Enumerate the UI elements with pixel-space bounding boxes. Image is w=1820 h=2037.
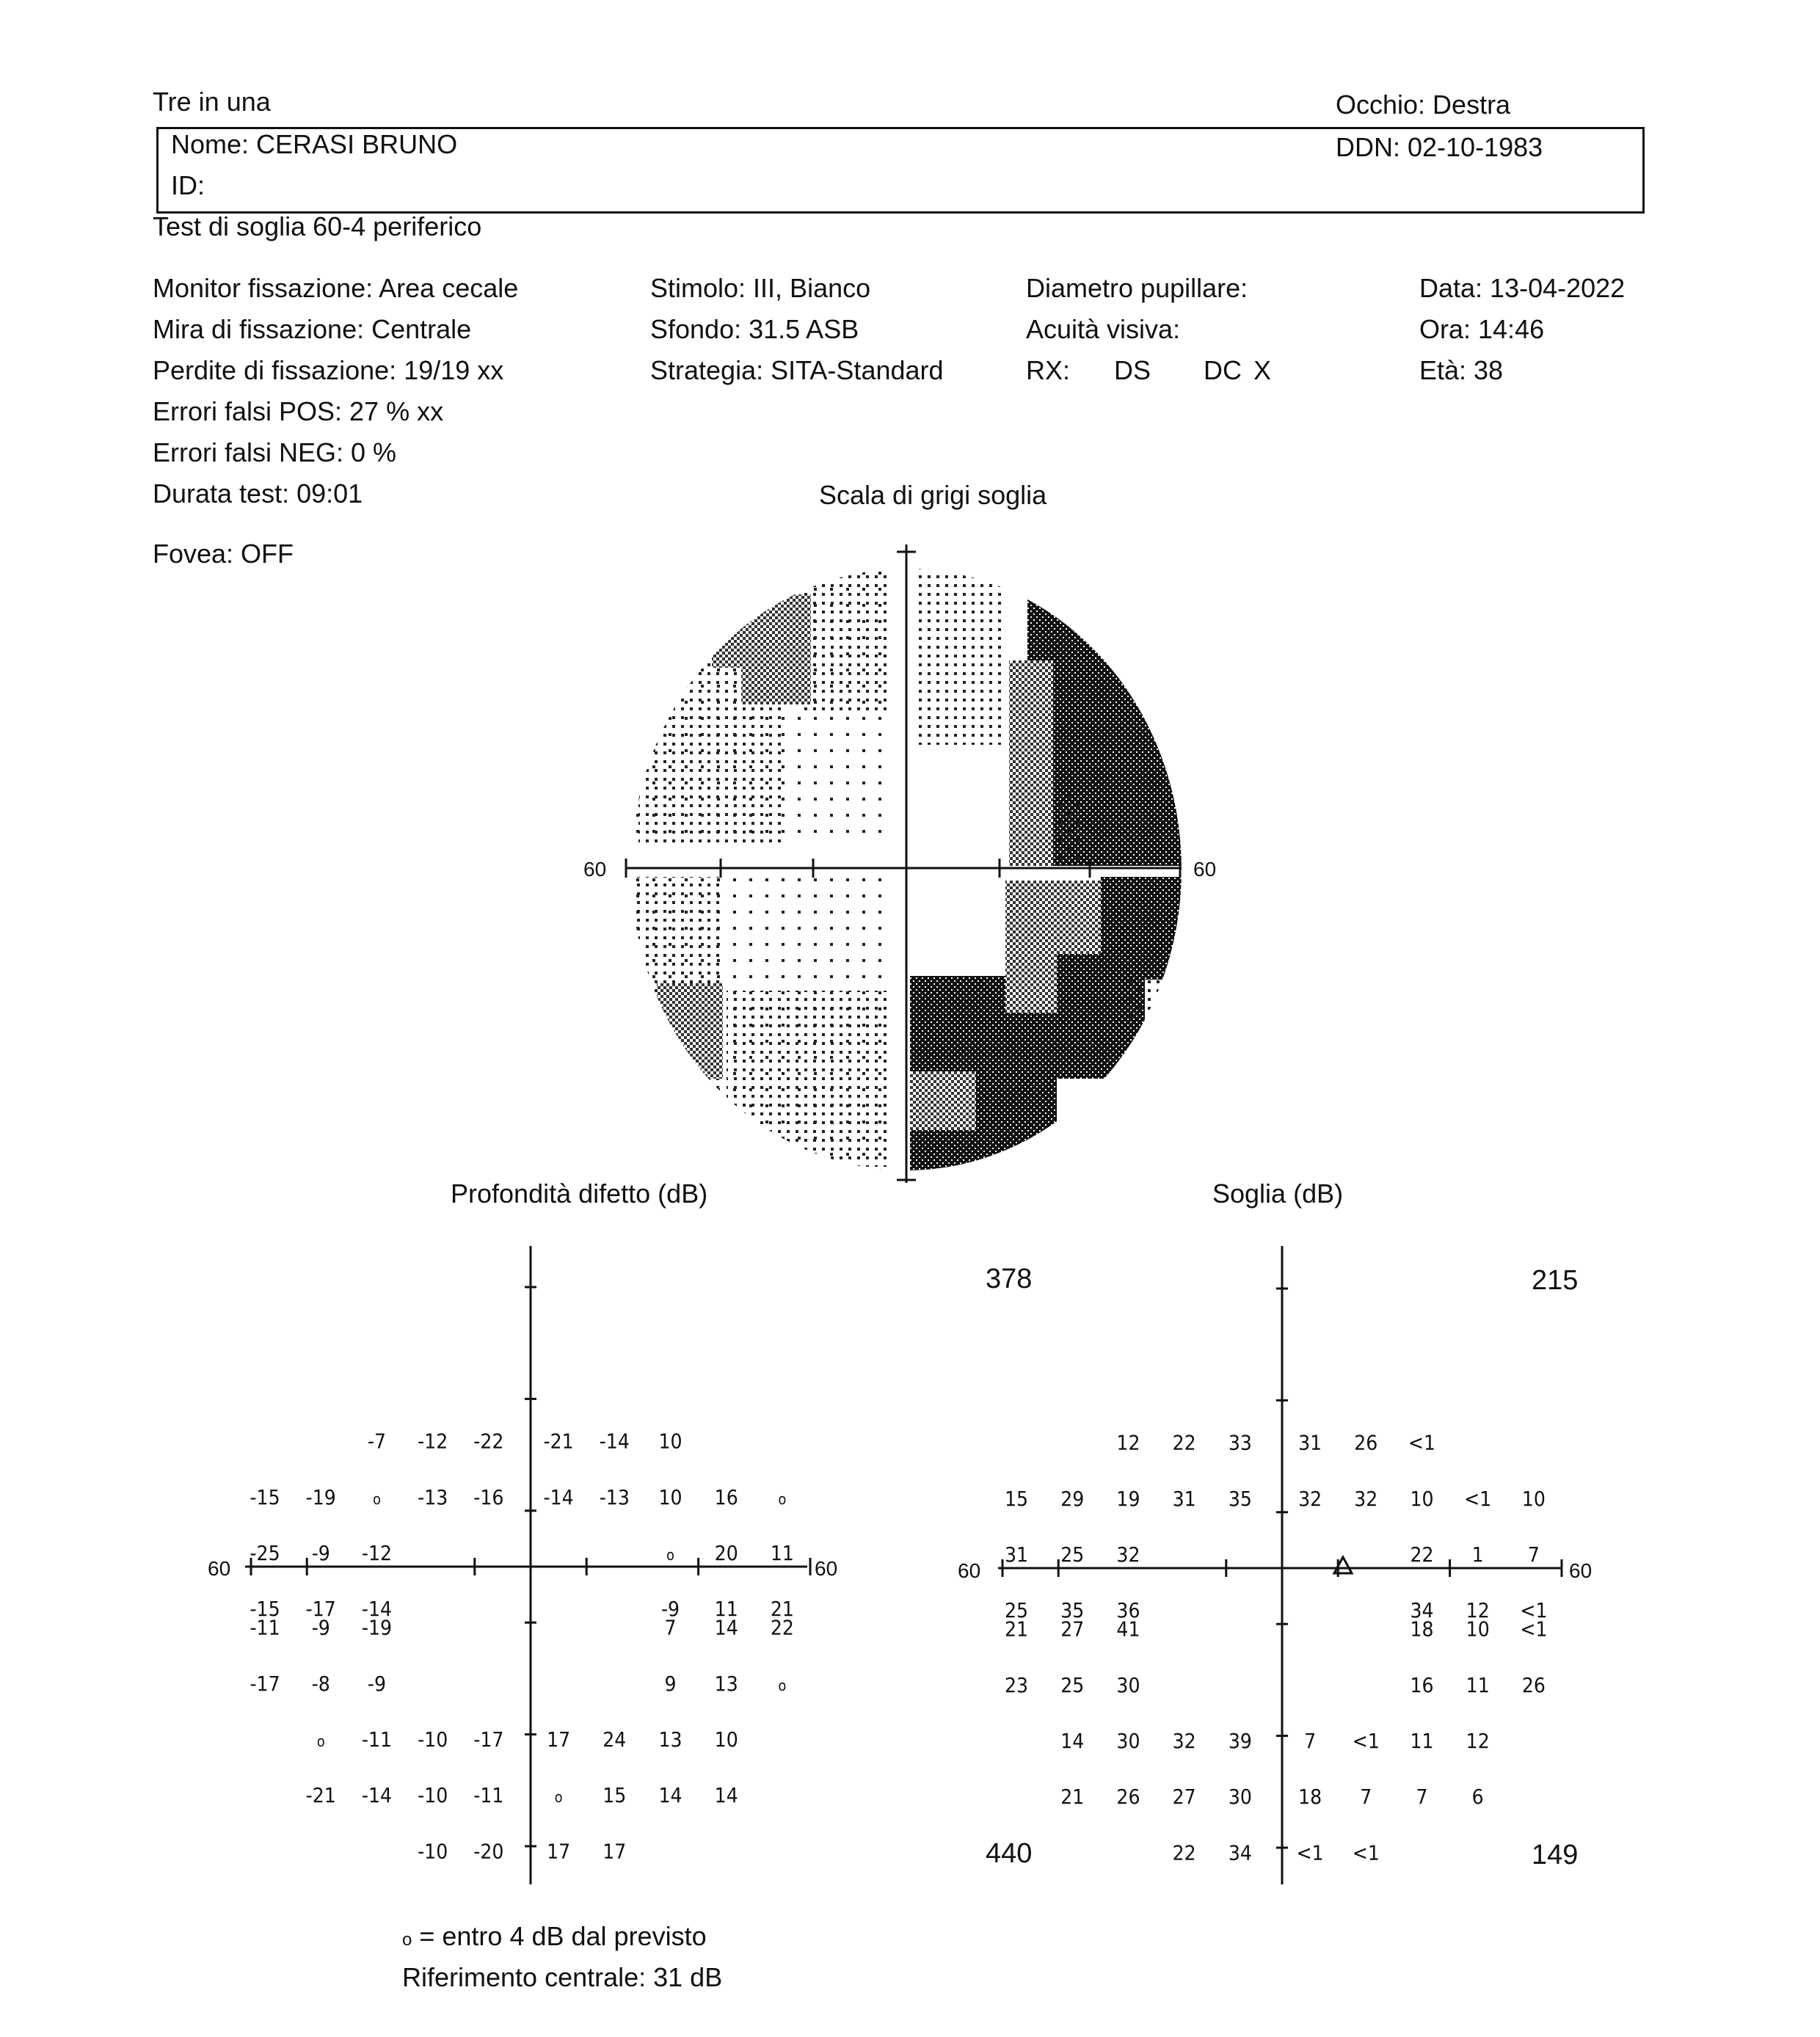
defect-value: -22 [473, 1429, 504, 1454]
quadrant-sum-bottom-left: 440 [986, 1838, 1033, 1869]
fixation-target: Mira di fissazione: Centrale [153, 314, 472, 344]
threshold-value: 16 [1410, 1672, 1434, 1697]
threshold-value: 26 [1354, 1430, 1378, 1455]
grayscale-title: Scala di grigi soglia [819, 480, 1047, 510]
pupil-diameter: Diametro pupillare: [1026, 273, 1248, 303]
patient-age: Età: 38 [1419, 355, 1504, 385]
threshold-value: 30 [1116, 1728, 1140, 1753]
defect-value: -10 [418, 1783, 448, 1808]
patient-id: ID: [171, 170, 205, 200]
stimulus: Stimolo: III, Bianco [650, 273, 871, 303]
quadrant-sum-top-left: 378 [986, 1264, 1033, 1294]
defect-value: -12 [361, 1540, 393, 1565]
defect-value: o [372, 1490, 381, 1508]
threshold-value: 10 [1466, 1617, 1490, 1641]
defect-value: 17 [547, 1727, 571, 1752]
threshold-value: 39 [1228, 1728, 1252, 1753]
defect-value: 10 [658, 1429, 682, 1454]
fovea-status: Fovea: OFF [153, 539, 294, 569]
central-reference: Riferimento centrale: 31 dB [402, 1962, 723, 1992]
defect-value: 15 [603, 1783, 627, 1808]
defect-value: -19 [361, 1615, 393, 1640]
threshold-value: 10 [1521, 1486, 1546, 1511]
threshold-value: 23 [1005, 1672, 1029, 1697]
defect-value: -9 [311, 1615, 330, 1640]
strategy: Strategia: SITA-Standard [650, 355, 944, 385]
defect-value: 10 [714, 1727, 738, 1752]
threshold-value: <1 [1352, 1840, 1380, 1865]
threshold-value: 34 [1410, 1598, 1434, 1623]
threshold-value: 32 [1298, 1486, 1322, 1511]
threshold-value: 12 [1466, 1728, 1490, 1753]
threshold-value: 1 [1471, 1542, 1484, 1567]
defect-value: -21 [543, 1429, 574, 1454]
threshold-value: 30 [1228, 1785, 1252, 1810]
threshold-value: 25 [1060, 1542, 1085, 1567]
rx-ds: DS [1114, 355, 1151, 385]
threshold-value: 30 [1116, 1672, 1140, 1697]
threshold-value: 26 [1521, 1672, 1546, 1697]
date-of-birth: DDN: 02-10-1983 [1336, 132, 1543, 162]
threshold-value: 34 [1228, 1840, 1252, 1865]
threshold-value: <1 [1296, 1840, 1324, 1865]
defect-value: 13 [658, 1727, 682, 1752]
defect-value: -9 [311, 1540, 330, 1565]
threshold-value: 27 [1060, 1617, 1085, 1641]
threshold-value: 33 [1228, 1430, 1252, 1455]
defect-value: -11 [361, 1727, 393, 1752]
defect-value: -16 [473, 1484, 504, 1509]
threshold-value: 14 [1060, 1728, 1085, 1753]
threshold-value: 18 [1410, 1617, 1434, 1641]
defect-title: Profondità difetto (dB) [451, 1178, 708, 1209]
defect-value: 14 [714, 1783, 738, 1808]
threshold-value: <1 [1464, 1486, 1492, 1511]
threshold-value: 26 [1116, 1785, 1140, 1810]
threshold-value: 35 [1060, 1598, 1085, 1623]
threshold-value: <1 [1520, 1617, 1548, 1641]
threshold-value: 21 [1060, 1785, 1085, 1810]
defect-value: -15 [250, 1597, 280, 1622]
defect-value: -17 [473, 1727, 504, 1752]
threshold-value: 15 [1005, 1486, 1029, 1511]
defect-value: 21 [770, 1597, 794, 1622]
defect-value: 11 [770, 1540, 794, 1565]
defect-value: 24 [603, 1727, 627, 1752]
threshold-value: 31 [1172, 1486, 1196, 1511]
defect-value: o [554, 1788, 563, 1807]
defect-value: 16 [714, 1484, 738, 1509]
quadrant-sum-bottom-right: 149 [1532, 1840, 1579, 1870]
defect-value: -12 [418, 1429, 448, 1454]
rx-label: RX: [1026, 355, 1071, 385]
threshold-value: 7 [1527, 1542, 1540, 1567]
rx-dc: DC [1204, 355, 1242, 385]
defect-axis-left-label: 60 [208, 1557, 231, 1580]
defect-value: 14 [658, 1783, 682, 1808]
defect-value: o [778, 1676, 787, 1694]
defect-value: -9 [660, 1597, 680, 1622]
threshold-value: 35 [1228, 1486, 1252, 1511]
defect-value: 17 [603, 1839, 627, 1864]
defect-value: 20 [714, 1540, 738, 1565]
threshold-value: 32 [1116, 1542, 1140, 1567]
defect-value: -11 [473, 1783, 504, 1808]
threshold-value: 31 [1298, 1430, 1322, 1455]
threshold-value: 18 [1298, 1785, 1322, 1810]
grayscale-axis-left-label: 60 [583, 858, 607, 881]
defect-value: 10 [658, 1484, 682, 1509]
defect-value: -20 [473, 1839, 504, 1864]
defect-value: -15 [250, 1484, 280, 1509]
threshold-value: 7 [1304, 1728, 1317, 1753]
threshold-value: 10 [1410, 1486, 1434, 1511]
defect-value: -9 [367, 1671, 387, 1696]
defect-value: o [778, 1490, 787, 1508]
threshold-value: 12 [1466, 1598, 1490, 1623]
defect-value: o [666, 1545, 675, 1564]
defect-value: -17 [250, 1671, 280, 1696]
test-duration: Durata test: 09:01 [153, 478, 363, 509]
false-pos-errors: Errori falsi POS: 27 % xx [153, 396, 444, 426]
defect-value: 13 [714, 1671, 738, 1696]
defect-value: -14 [361, 1597, 393, 1622]
threshold-axis-right-label: 60 [1569, 1559, 1592, 1582]
rx-x: X [1253, 355, 1272, 385]
eye-label: Occhio: Destra [1336, 90, 1511, 120]
defect-value: o [316, 1732, 325, 1750]
defect-value: -8 [311, 1671, 330, 1696]
defect-value: -21 [305, 1783, 336, 1808]
defect-value: -10 [418, 1839, 448, 1864]
threshold-value: 11 [1410, 1728, 1434, 1753]
threshold-value: 21 [1005, 1617, 1029, 1641]
threshold-value: 22 [1172, 1840, 1196, 1865]
threshold-value: 6 [1471, 1785, 1484, 1810]
defect-value: 17 [547, 1839, 571, 1864]
threshold-value: 11 [1466, 1672, 1490, 1697]
visual-acuity: Acuità visiva: [1026, 314, 1181, 344]
fixation-losses: Perdite di fissazione: 19/19 xx [153, 355, 504, 385]
defect-value: -11 [250, 1615, 280, 1640]
threshold-value: 27 [1172, 1785, 1196, 1810]
test-time: Ora: 14:46 [1419, 314, 1545, 344]
fixation-monitor: Monitor fissazione: Area cecale [153, 273, 519, 303]
legend-symbol: o [402, 1930, 412, 1950]
defect-value: -19 [305, 1484, 336, 1509]
defect-value: -7 [367, 1429, 387, 1454]
defect-value: -10 [418, 1727, 448, 1752]
false-neg-errors: Errori falsi NEG: 0 % [153, 437, 397, 467]
threshold-values [1005, 1431, 1547, 1865]
defect-value: -14 [543, 1484, 574, 1509]
threshold-value: 29 [1060, 1486, 1085, 1511]
device-title: Tre in una [153, 87, 271, 117]
background: Sfondo: 31.5 ASB [650, 314, 859, 344]
quadrant-sum-top-right: 215 [1532, 1265, 1579, 1296]
threshold-value: 32 [1354, 1486, 1378, 1511]
defect-value: 22 [770, 1615, 794, 1640]
defect-value: -25 [250, 1540, 280, 1565]
threshold-value: 7 [1416, 1785, 1428, 1810]
threshold-value: <1 [1408, 1430, 1436, 1455]
threshold-value: 19 [1116, 1486, 1140, 1511]
threshold-value: 41 [1116, 1617, 1140, 1641]
legend-text: = entro 4 dB dal previsto [412, 1921, 707, 1951]
threshold-value: 12 [1116, 1430, 1140, 1455]
test-name: Test di soglia 60-4 periferico [153, 211, 482, 241]
threshold-value: 22 [1410, 1542, 1434, 1567]
defect-axis-right-label: 60 [815, 1557, 838, 1580]
threshold-value: <1 [1352, 1728, 1380, 1753]
test-date: Data: 13-04-2022 [1419, 273, 1626, 303]
defect-value: 9 [664, 1671, 677, 1696]
threshold-value: 22 [1172, 1430, 1196, 1455]
threshold-value: 31 [1005, 1542, 1029, 1567]
threshold-axis-left-label: 60 [958, 1559, 981, 1582]
defect-value: -17 [305, 1597, 336, 1622]
threshold-value: <1 [1520, 1598, 1548, 1623]
defect-value: -13 [599, 1484, 630, 1509]
threshold-value: 36 [1116, 1598, 1140, 1623]
defect-value: -14 [361, 1783, 393, 1808]
grayscale-axis-right-label: 60 [1193, 858, 1217, 881]
defect-value: -13 [418, 1484, 448, 1509]
threshold-value: 25 [1005, 1598, 1029, 1623]
threshold-value: 25 [1060, 1672, 1085, 1697]
threshold-value: 7 [1360, 1785, 1372, 1810]
threshold-title: Soglia (dB) [1212, 1178, 1344, 1209]
patient-name: Nome: CERASI BRUNO [171, 129, 458, 159]
defect-value: -14 [599, 1429, 630, 1454]
defect-value: 14 [714, 1615, 738, 1640]
defect-value: 11 [714, 1597, 738, 1622]
legend-line [402, 1921, 707, 1952]
defect-value: 7 [664, 1615, 677, 1640]
threshold-value: 32 [1172, 1728, 1196, 1753]
blind-spot-triangle-icon [1334, 1557, 1352, 1573]
